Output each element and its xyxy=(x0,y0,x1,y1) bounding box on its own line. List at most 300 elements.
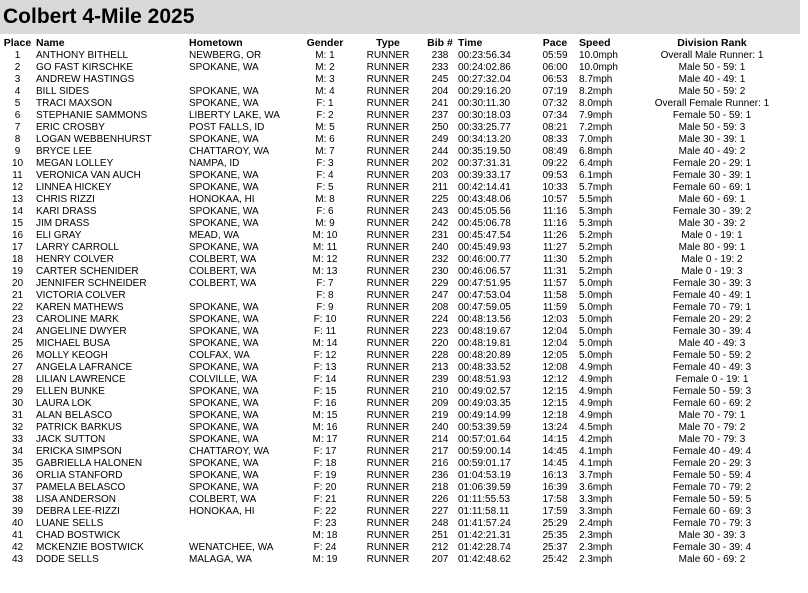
place-cell: 11 xyxy=(12,170,23,181)
bib-cell: 228 xyxy=(431,350,449,361)
bib-cell: 207 xyxy=(431,554,449,565)
time-cell: 00:24:02.86 xyxy=(458,62,511,73)
place-cell: 43 xyxy=(11,554,24,565)
time-cell: 00:30:18.03 xyxy=(458,110,511,121)
pace-cell: 14:45 xyxy=(542,446,568,457)
time-cell: 00:45:49.93 xyxy=(458,242,511,253)
name-cell: CARTER SCHENIDER xyxy=(36,266,139,277)
hometown-cell: WENATCHEE, WA xyxy=(189,542,274,553)
type-cell: RUNNER xyxy=(366,470,410,481)
place-cell: 22 xyxy=(11,302,24,313)
speed-cell: 5.2mph xyxy=(579,254,613,265)
division-rank-cell: Female 70 - 79: 3 xyxy=(672,518,752,529)
time-cell: 01:04:53.19 xyxy=(458,470,511,481)
table-row xyxy=(0,146,800,158)
name-cell: ELI GRAY xyxy=(36,230,82,241)
name-cell: GO FAST KIRSCHKE xyxy=(36,62,134,73)
pace-cell: 11:31 xyxy=(542,266,568,277)
time-cell: 00:47:51.95 xyxy=(458,278,511,289)
bib-cell: 236 xyxy=(431,470,449,481)
division-rank-cell: Male 30 - 39: 3 xyxy=(678,530,746,541)
speed-cell: 2.4mph xyxy=(579,518,613,529)
pace-cell: 06:00 xyxy=(542,62,568,73)
time-cell: 00:45:05.56 xyxy=(458,206,511,217)
division-rank-cell: Male 60 - 69: 1 xyxy=(678,194,746,205)
header-place: Place xyxy=(3,37,32,49)
name-cell: ERIC CROSBY xyxy=(36,122,105,133)
type-cell: RUNNER xyxy=(366,530,410,541)
table-row xyxy=(0,446,800,458)
gender-rank-cell: F: 5 xyxy=(316,182,334,193)
place-cell: 12 xyxy=(11,182,24,193)
bib-cell: 223 xyxy=(431,326,449,337)
pace-cell: 14:15 xyxy=(542,434,568,445)
division-rank-cell: Female 40 - 49: 1 xyxy=(672,290,752,301)
hometown-cell: COLVILLE, WA xyxy=(189,374,258,385)
bib-cell: 217 xyxy=(431,446,449,457)
speed-cell: 5.0mph xyxy=(579,302,613,313)
division-rank-cell: Female 30 - 39: 2 xyxy=(672,206,752,217)
place-cell: 17 xyxy=(11,242,24,253)
pace-cell: 12:18 xyxy=(542,410,568,421)
hometown-cell: CHATTAROY, WA xyxy=(189,446,270,457)
pace-cell: 25:35 xyxy=(542,530,568,541)
table-row xyxy=(0,554,800,566)
time-cell: 00:27:32.04 xyxy=(458,74,511,85)
speed-cell: 4.9mph xyxy=(579,362,613,373)
table-row xyxy=(0,50,800,62)
gender-rank-cell: F: 13 xyxy=(313,362,337,373)
pace-cell: 11:26 xyxy=(542,230,568,241)
time-cell: 00:30:11.30 xyxy=(458,98,511,109)
bib-cell: 251 xyxy=(431,530,449,541)
place-cell: 3 xyxy=(14,74,21,85)
time-cell: 00:59:01.17 xyxy=(458,458,511,469)
place-cell: 27 xyxy=(11,362,24,373)
pace-cell: 25:42 xyxy=(542,554,568,565)
bib-cell: 243 xyxy=(431,206,449,217)
time-cell: 00:35:19.50 xyxy=(458,146,511,157)
time-cell: 00:48:13.56 xyxy=(458,314,511,325)
division-rank-cell: Female 60 - 69: 3 xyxy=(672,506,752,517)
type-cell: RUNNER xyxy=(366,254,410,265)
bib-cell: 244 xyxy=(431,146,449,157)
gender-rank-cell: M: 1 xyxy=(315,50,335,61)
hometown-cell: COLFAX, WA xyxy=(189,350,250,361)
hometown-cell: SPOKANE, WA xyxy=(189,314,259,325)
speed-cell: 5.0mph xyxy=(579,338,613,349)
name-cell: CHRIS RIZZI xyxy=(36,194,95,205)
speed-cell: 5.2mph xyxy=(579,266,613,277)
time-cell: 01:42:28.74 xyxy=(458,542,511,553)
speed-cell: 8.2mph xyxy=(579,86,613,97)
speed-cell: 2.3mph xyxy=(579,554,613,565)
name-cell: VICTORIA COLVER xyxy=(36,290,126,301)
hometown-cell: CHATTAROY, WA xyxy=(189,146,270,157)
type-cell: RUNNER xyxy=(366,362,410,373)
type-cell: RUNNER xyxy=(366,374,410,385)
name-cell: ANGELINE DWYER xyxy=(36,326,127,337)
time-cell: 00:49:03.35 xyxy=(458,398,511,409)
header-speed: Speed xyxy=(579,37,611,49)
gender-rank-cell: M: 4 xyxy=(315,86,335,97)
hometown-cell: SPOKANE, WA xyxy=(189,170,259,181)
table-row xyxy=(0,242,800,254)
place-cell: 20 xyxy=(11,278,24,289)
division-rank-cell: Female 40 - 49: 4 xyxy=(672,446,752,457)
name-cell: LUANE SELLS xyxy=(36,518,104,529)
division-rank-cell: Male 30 - 39: 1 xyxy=(678,134,746,145)
speed-cell: 5.2mph xyxy=(579,230,613,241)
division-rank-cell: Female 70 - 79: 2 xyxy=(672,482,752,493)
time-cell: 01:42:21.31 xyxy=(458,530,511,541)
bib-cell: 242 xyxy=(431,218,449,229)
gender-rank-cell: F: 12 xyxy=(313,350,337,361)
place-cell: 19 xyxy=(11,266,24,277)
pace-cell: 06:53 xyxy=(542,74,568,85)
hometown-cell: SPOKANE, WA xyxy=(189,458,259,469)
bib-cell: 232 xyxy=(431,254,449,265)
bib-cell: 233 xyxy=(431,62,449,73)
name-cell: CAROLINE MARK xyxy=(36,314,119,325)
table-row xyxy=(0,230,800,242)
table-row xyxy=(0,338,800,350)
hometown-cell xyxy=(189,290,299,302)
name-cell: ELLEN BUNKE xyxy=(36,386,105,397)
time-cell: 00:47:59.05 xyxy=(458,302,511,313)
gender-rank-cell: F: 14 xyxy=(313,374,337,385)
pace-cell: 13:24 xyxy=(542,422,568,433)
division-rank-cell: Male 70 - 79: 2 xyxy=(678,422,746,433)
bib-cell: 245 xyxy=(431,74,449,85)
type-cell: RUNNER xyxy=(366,410,410,421)
name-cell: LILIAN LAWRENCE xyxy=(36,374,126,385)
name-cell: JIM DRASS xyxy=(36,218,90,229)
speed-cell: 7.0mph xyxy=(579,134,613,145)
type-cell: RUNNER xyxy=(366,494,410,505)
table-row xyxy=(0,410,800,422)
pace-cell: 09:22 xyxy=(542,158,568,169)
name-cell: KAREN MATHEWS xyxy=(36,302,124,313)
bib-cell: 239 xyxy=(431,374,449,385)
hometown-cell: SPOKANE, WA xyxy=(189,470,259,481)
time-cell: 00:53:39.59 xyxy=(458,422,511,433)
pace-cell: 07:32 xyxy=(542,98,568,109)
pace-cell: 12:15 xyxy=(542,398,568,409)
place-cell: 9 xyxy=(14,146,21,157)
table-row xyxy=(0,506,800,518)
hometown-cell: NEWBERG, OR xyxy=(189,50,262,61)
hometown-cell xyxy=(189,530,299,542)
table-row xyxy=(0,74,800,86)
speed-cell: 8.0mph xyxy=(579,98,613,109)
type-cell: RUNNER xyxy=(366,518,410,529)
division-rank-cell: Male 70 - 79: 1 xyxy=(678,410,746,421)
type-cell: RUNNER xyxy=(366,86,410,97)
hometown-cell: SPOKANE, WA xyxy=(189,482,259,493)
type-cell: RUNNER xyxy=(366,386,410,397)
speed-cell: 6.4mph xyxy=(579,158,613,169)
table-row xyxy=(0,86,800,98)
pace-cell: 09:53 xyxy=(542,170,568,181)
division-rank-cell: Male 40 - 49: 2 xyxy=(678,146,746,157)
place-cell: 39 xyxy=(11,506,24,517)
division-rank-cell: Female 50 - 59: 4 xyxy=(672,470,752,481)
pace-cell: 16:39 xyxy=(542,482,568,493)
gender-rank-cell: F: 8 xyxy=(316,290,334,301)
table-row xyxy=(0,98,800,110)
hometown-cell: SPOKANE, WA xyxy=(189,326,259,337)
speed-cell: 5.0mph xyxy=(579,314,613,325)
header-time: Time xyxy=(458,37,483,49)
name-cell: KARI DRASS xyxy=(36,206,97,217)
pace-cell: 12:12 xyxy=(542,374,568,385)
table-row xyxy=(0,266,800,278)
name-cell: LOGAN WEBBENHURST xyxy=(36,134,152,145)
place-cell: 32 xyxy=(11,422,24,433)
pace-cell: 11:16 xyxy=(542,206,568,217)
type-cell: RUNNER xyxy=(366,506,410,517)
gender-rank-cell: M: 11 xyxy=(312,242,338,253)
type-cell: RUNNER xyxy=(366,206,410,217)
pace-cell: 07:19 xyxy=(542,86,568,97)
place-cell: 6 xyxy=(14,110,21,121)
pace-cell: 12:15 xyxy=(542,386,568,397)
pace-cell: 12:05 xyxy=(542,350,568,361)
bib-cell: 226 xyxy=(431,494,449,505)
type-cell: RUNNER xyxy=(366,446,410,457)
time-cell: 00:29:16.20 xyxy=(458,86,511,97)
bib-cell: 216 xyxy=(431,458,449,469)
hometown-cell: NAMPA, ID xyxy=(189,158,240,169)
pace-cell: 11:16 xyxy=(542,218,568,229)
time-cell: 00:48:19.81 xyxy=(458,338,511,349)
name-cell: DEBRA LEE-RIZZI xyxy=(36,506,120,517)
table-row xyxy=(0,386,800,398)
bib-cell: 213 xyxy=(431,362,449,373)
hometown-cell xyxy=(189,74,299,86)
time-cell: 00:46:00.77 xyxy=(458,254,511,265)
division-rank-cell: Male 0 - 19: 2 xyxy=(681,254,743,265)
place-cell: 38 xyxy=(11,494,24,505)
place-cell: 40 xyxy=(11,518,24,529)
table-row xyxy=(0,374,800,386)
name-cell: HENRY COLVER xyxy=(36,254,114,265)
speed-cell: 4.9mph xyxy=(579,410,613,421)
place-cell: 29 xyxy=(11,386,24,397)
time-cell: 00:49:14.99 xyxy=(458,410,511,421)
speed-cell: 4.5mph xyxy=(579,422,613,433)
type-cell: RUNNER xyxy=(366,134,410,145)
bib-cell: 240 xyxy=(431,242,449,253)
division-rank-cell: Male 50 - 59: 2 xyxy=(678,86,746,97)
bib-cell: 203 xyxy=(431,170,449,181)
place-cell: 4 xyxy=(14,86,21,97)
bib-cell: 211 xyxy=(432,182,448,193)
gender-rank-cell: F: 9 xyxy=(316,302,334,313)
name-cell: TRACI MAXSON xyxy=(36,98,113,109)
place-cell: 35 xyxy=(11,458,24,469)
hometown-cell: SPOKANE, WA xyxy=(189,134,259,145)
speed-cell: 5.2mph xyxy=(579,242,613,253)
type-cell: RUNNER xyxy=(366,266,410,277)
gender-rank-cell: M: 10 xyxy=(312,230,338,241)
hometown-cell: SPOKANE, WA xyxy=(189,410,259,421)
name-cell: CHAD BOSTWICK xyxy=(36,530,121,541)
name-cell: ERICKA SIMPSON xyxy=(36,446,122,457)
table-row xyxy=(0,134,800,146)
hometown-cell: SPOKANE, WA xyxy=(189,302,259,313)
type-cell: RUNNER xyxy=(366,350,410,361)
gender-rank-cell: M: 5 xyxy=(315,122,335,133)
gender-rank-cell: F: 18 xyxy=(313,458,337,469)
speed-cell: 5.7mph xyxy=(579,182,613,193)
pace-cell: 16:13 xyxy=(542,470,568,481)
place-cell: 15 xyxy=(11,218,24,229)
division-rank-cell: Female 20 - 29: 1 xyxy=(672,158,752,169)
hometown-cell: COLBERT, WA xyxy=(189,254,257,265)
bib-cell: 227 xyxy=(431,506,449,517)
page-title: Colbert 4-Mile 2025 xyxy=(3,5,195,28)
name-cell: ALAN BELASCO xyxy=(36,410,113,421)
gender-rank-cell: F: 3 xyxy=(316,158,334,169)
gender-rank-cell: F: 6 xyxy=(316,206,334,217)
division-rank-cell: Female 60 - 69: 2 xyxy=(672,398,752,409)
table-row xyxy=(0,290,800,302)
type-cell: RUNNER xyxy=(366,158,410,169)
type-cell: RUNNER xyxy=(366,314,410,325)
speed-cell: 4.9mph xyxy=(579,398,613,409)
gender-rank-cell: F: 11 xyxy=(313,326,337,337)
speed-cell: 10.0mph xyxy=(579,50,618,61)
header-pace: Pace xyxy=(542,37,568,49)
pace-cell: 08:49 xyxy=(542,146,568,157)
table-row xyxy=(0,530,800,542)
speed-cell: 2.3mph xyxy=(579,530,613,541)
hometown-cell: SPOKANE, WA xyxy=(189,386,259,397)
speed-cell: 5.5mph xyxy=(579,194,613,205)
type-cell: RUNNER xyxy=(366,110,410,121)
bib-cell: 230 xyxy=(431,266,449,277)
results-body xyxy=(0,50,800,566)
header-hometown: Hometown xyxy=(189,37,243,49)
time-cell: 01:42:48.62 xyxy=(458,554,511,565)
bib-cell: 209 xyxy=(431,398,449,409)
place-cell: 36 xyxy=(11,470,24,481)
place-cell: 10 xyxy=(11,158,24,169)
table-row xyxy=(0,206,800,218)
name-cell: ORLIA STANFORD xyxy=(36,470,123,481)
place-cell: 18 xyxy=(11,254,24,265)
hometown-cell: SPOKANE, WA xyxy=(189,62,259,73)
time-cell: 00:48:19.67 xyxy=(458,326,511,337)
hometown-cell: SPOKANE, WA xyxy=(189,206,259,217)
bib-cell: 241 xyxy=(431,98,449,109)
name-cell: LARRY CARROLL xyxy=(36,242,119,253)
speed-cell: 4.1mph xyxy=(579,446,613,457)
place-cell: 13 xyxy=(11,194,24,205)
time-cell: 00:59:00.14 xyxy=(458,446,511,457)
gender-rank-cell: M: 8 xyxy=(315,194,335,205)
hometown-cell: SPOKANE, WA xyxy=(189,98,259,109)
type-cell: RUNNER xyxy=(366,146,410,157)
type-cell: RUNNER xyxy=(366,98,410,109)
pace-cell: 25:29 xyxy=(542,518,568,529)
table-row xyxy=(0,182,800,194)
gender-rank-cell: F: 7 xyxy=(316,278,334,289)
hometown-cell: SPOKANE, WA xyxy=(189,422,259,433)
place-cell: 23 xyxy=(11,314,24,325)
speed-cell: 8.7mph xyxy=(579,74,613,85)
title-bar xyxy=(0,0,800,34)
division-rank-cell: Overall Male Runner: 1 xyxy=(660,50,764,61)
pace-cell: 25:37 xyxy=(542,542,568,553)
gender-rank-cell: M: 7 xyxy=(315,146,335,157)
time-cell: 00:37:31.31 xyxy=(458,158,511,169)
hometown-cell: COLBERT, WA xyxy=(189,266,257,277)
place-cell: 1 xyxy=(14,50,21,61)
bib-cell: 220 xyxy=(431,338,449,349)
bib-cell: 231 xyxy=(431,230,449,241)
gender-rank-cell: M: 15 xyxy=(312,410,338,421)
time-cell: 00:43:48.06 xyxy=(458,194,511,205)
division-rank-cell: Female 50 - 59: 3 xyxy=(672,386,752,397)
hometown-cell: COLBERT, WA xyxy=(189,278,257,289)
time-cell: 00:23:56.34 xyxy=(458,50,511,61)
pace-cell: 10:57 xyxy=(542,194,568,205)
table-row xyxy=(0,350,800,362)
place-cell: 26 xyxy=(11,350,24,361)
name-cell: JACK SUTTON xyxy=(36,434,106,445)
time-cell: 00:48:20.89 xyxy=(458,350,511,361)
type-cell: RUNNER xyxy=(366,326,410,337)
speed-cell: 7.9mph xyxy=(579,110,613,121)
hometown-cell: SPOKANE, WA xyxy=(189,338,259,349)
gender-rank-cell: F: 2 xyxy=(316,110,334,121)
division-rank-cell: Female 30 - 39: 1 xyxy=(672,170,752,181)
gender-rank-cell: M: 6 xyxy=(315,134,335,145)
gender-rank-cell: F: 15 xyxy=(313,386,337,397)
place-cell: 34 xyxy=(11,446,24,457)
type-cell: RUNNER xyxy=(366,62,410,73)
table-row xyxy=(0,278,800,290)
gender-rank-cell: M: 14 xyxy=(312,338,338,349)
gender-rank-cell: F: 1 xyxy=(316,98,334,109)
division-rank-cell: Male 0 - 19: 1 xyxy=(681,230,743,241)
time-cell: 00:45:06.78 xyxy=(458,218,511,229)
name-cell: MICHAEL BUSA xyxy=(36,338,111,349)
table-row xyxy=(0,62,800,74)
division-rank-cell: Female 20 - 29: 2 xyxy=(672,314,752,325)
type-cell: RUNNER xyxy=(366,290,410,301)
place-cell: 16 xyxy=(11,230,24,241)
table-row xyxy=(0,170,800,182)
pace-cell: 17:58 xyxy=(542,494,568,505)
hometown-cell: SPOKANE, WA xyxy=(189,434,259,445)
place-cell: 37 xyxy=(11,482,24,493)
place-cell: 42 xyxy=(11,542,24,553)
gender-rank-cell: F: 21 xyxy=(313,494,337,505)
bib-cell: 225 xyxy=(431,194,449,205)
speed-cell: 5.3mph xyxy=(579,206,613,217)
time-cell: 01:11:55.53 xyxy=(458,494,511,505)
hometown-cell: HONOKAA, HI xyxy=(189,506,255,517)
division-rank-cell: Overall Female Runner: 1 xyxy=(654,98,770,109)
gender-rank-cell: M: 17 xyxy=(312,434,338,445)
gender-rank-cell: F: 20 xyxy=(313,482,337,493)
speed-cell: 6.1mph xyxy=(579,170,613,181)
type-cell: RUNNER xyxy=(366,242,410,253)
